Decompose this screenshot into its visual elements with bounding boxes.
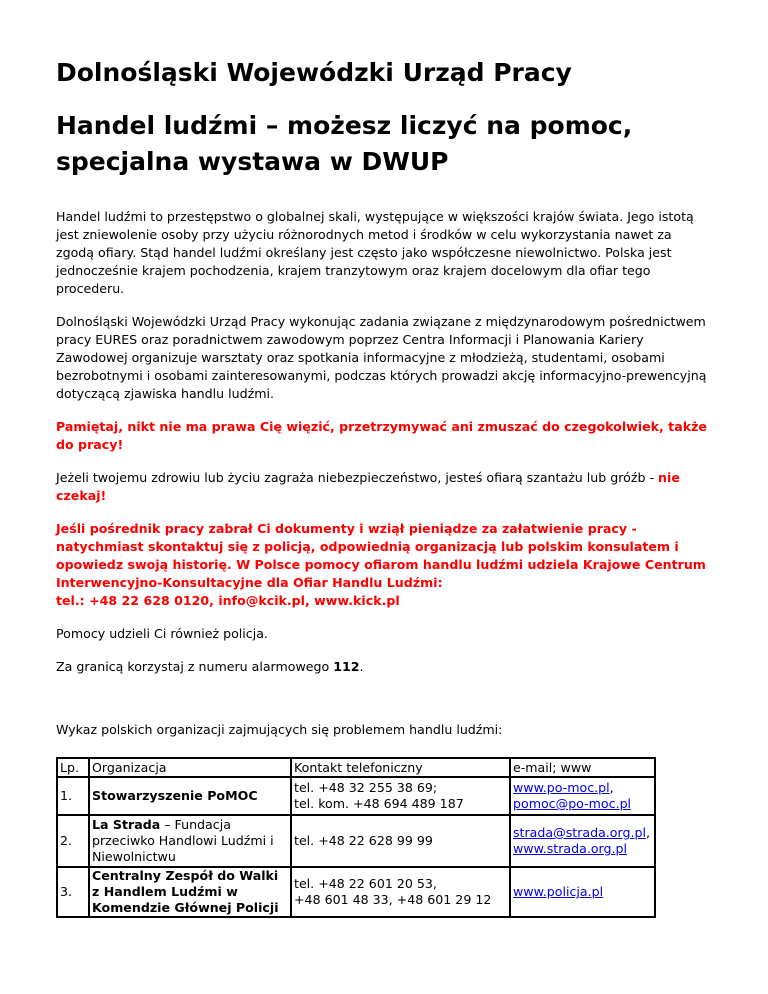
dwup-paragraph: Dolnośląski Wojewódzki Urząd Pracy wykonując zadania związane z międzynarodowym pośrednictwem pracy EURES oraz poradnictwem zawodowym poprzez Centra Informacji i Planowania Kariery Zawodowej organizuje warsztaty oraz spotkania informacyjne z młodzieżą, studentami, osobami bezrobotnymi i osobami zainteresowanymi, podczas których prowadzi akcję informacyjno-prewencyjną dotyczącą zjawiska handlu ludźmi. — [56, 314, 707, 401]
links-cell — [510, 777, 655, 815]
table-row — [57, 777, 655, 815]
table-row — [57, 867, 655, 917]
row-number: 3. — [57, 867, 89, 917]
org-bold: Centralny Zespół do Walki z Handlem Ludźmi w Komendzie Głównej Policji — [92, 868, 279, 915]
table-row — [57, 815, 655, 867]
warning-documents-text: Jeśli pośrednik pracy zabrał Ci dokumenty i wziął pieniądze za załatwienie pracy - natychmiast skontaktuj się z policją, odpowiednią organizacją lub polskim konsulatem i opowiedz swoją historię. W Polsce pomocy ofiarom handlu ludźmi udziela Krajowe Centrum Interwencyjno-Konsultacyjne dla Ofiar Handlu Ludźmi: — [56, 521, 706, 590]
organizations-table — [56, 757, 656, 918]
site-title: Dolnośląski Wojewódzki Urząd Pracy — [56, 58, 572, 87]
emergency-paragraph — [56, 658, 713, 676]
phone-cell — [291, 777, 510, 815]
emergency-number: 112 — [333, 659, 360, 674]
phone-line-2: +48 601 48 33, +48 601 29 12 — [294, 892, 492, 907]
police-paragraph: Pomocy udzieli Ci również policja. — [56, 626, 268, 641]
emergency-end: . — [359, 659, 364, 674]
organization-name — [89, 815, 291, 867]
article-title: Handel ludźmi – możesz liczyć na pomoc, specjalna wystawa w DWUP — [56, 111, 633, 176]
org-bold: La Strada — [92, 817, 161, 832]
intro-paragraph: Handel ludźmi to przestępstwo o globalnej skali, występujące w większości krajów świata. Jego istotą jest zniewolenie osoby przy użyciu różnorodnych metod i środków w celu wykorzystania nawet za zgodą ofiary. Stąd handel ludźmi określany jest często jako współczesne niewolnictwo. Polska jest jednocześnie krajem pochodzenia, krajem tranzytowym oraz krajem docelowym dla ofiar tego procederu. — [56, 209, 694, 296]
phone-line-1: tel. +48 22 628 99 99 — [294, 833, 433, 848]
organization-name — [89, 777, 291, 815]
organizations-intro: Wykaz polskich organizacji zajmujących się problemem handlu ludźmi: — [56, 722, 503, 737]
table-header-row — [57, 758, 655, 777]
website-link[interactable]: www.policja.pl — [513, 884, 604, 899]
links-cell — [510, 815, 655, 867]
link-separator: , — [609, 780, 614, 795]
warning-documents — [56, 520, 713, 610]
phone-line-1: tel. +48 32 255 38 69; — [294, 780, 438, 795]
links-cell — [510, 867, 655, 917]
warning-remember: Pamiętaj, nikt nie ma prawa Cię więzić, przetrzymywać ani zmuszać do czegokolwiek, także do pracy! — [56, 419, 707, 452]
row-number: 1. — [57, 777, 89, 815]
phone-line-2: tel. kom. +48 694 489 187 — [294, 796, 464, 811]
link-separator: , — [645, 825, 650, 840]
header-phone: Kontakt telefoniczny — [291, 758, 510, 777]
header-lp: Lp. — [57, 758, 89, 777]
phone-line-1: tel. +48 22 601 20 53, — [294, 876, 437, 891]
phone-cell — [291, 815, 510, 867]
kcik-contact: tel.: +48 22 628 0120, info@kcik.pl, www.kick.pl — [56, 593, 400, 608]
email-link[interactable]: pomoc@po-moc.pl — [513, 796, 632, 811]
emergency-text: Za granicą korzystaj z numeru alarmowego — [56, 659, 334, 674]
website-link[interactable]: www.strada.org.pl — [513, 841, 628, 856]
header-email: e-mail; www — [510, 758, 655, 777]
dont-wait-text: nie czekaj! — [56, 470, 680, 503]
website-link[interactable]: www.po-moc.pl — [513, 780, 610, 795]
phone-cell — [291, 867, 510, 917]
danger-text: Jeżeli twojemu zdrowiu lub życiu zagraża niebezpieczeństwo, jesteś ofiarą szantażu lub gróźb - — [56, 470, 659, 485]
organization-name — [89, 867, 291, 917]
org-bold: Stowarzyszenie PoMOC — [92, 788, 258, 803]
row-number: 2. — [57, 815, 89, 867]
header-organization: Organizacja — [89, 758, 291, 777]
org-description: – Fundacja przeciwko Handlowi Ludźmi i Niewolnictwu — [92, 817, 274, 864]
email-link[interactable]: strada@strada.org.pl — [513, 825, 646, 840]
danger-paragraph — [56, 469, 713, 505]
